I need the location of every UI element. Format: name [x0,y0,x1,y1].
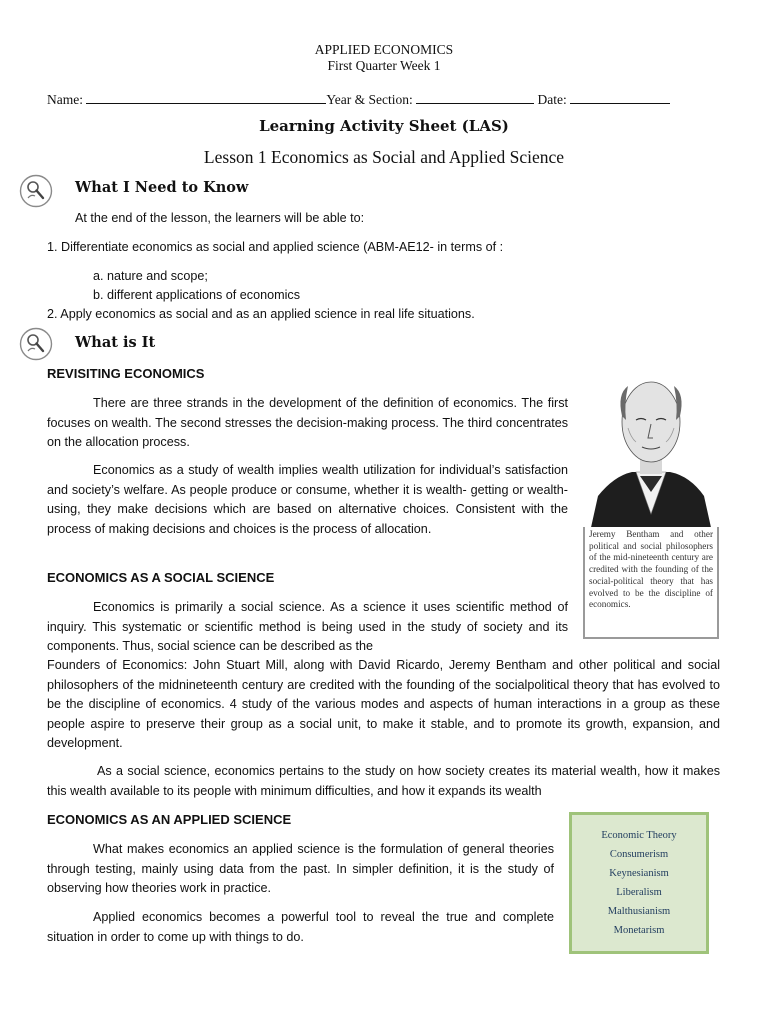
sheet-title: Learning Activity Sheet (LAS) [259,117,509,135]
theory-item: Liberalism [616,887,662,898]
what-is-it-heading: What is It [75,334,156,351]
revisiting-heading: REVISITING ECONOMICS [47,366,205,381]
magnifier-icon [19,327,53,361]
applied-science-paragraph-2: Applied economics becomes a powerful tool to reveal the true and complete situation in order to come up with things to do. [47,910,554,944]
revisiting-paragraph-2: Economics as a study of wealth implies wealth utilization for individual’s satisfaction and society’s welfare. As people produce or consume, whether it is wealth- getting or wealth-using, they make decisions which are based on alternative choices. Consistent with the process of making decisions and choices is the process of allocation. [47,463,568,536]
objective-1a: a. nature and scope; [93,269,208,283]
lesson-title: Lesson 1 Economics as Social and Applied Science [203,147,565,167]
applied-science-paragraph-1: What makes economics an applied science is the formulation of general theories through testing, mainly using data from the past. In simpler definition, it is the study of observing how theories work in practice. [47,842,554,895]
objective-2: 2. Apply economics as social and as an applied science in real life situations. [47,307,475,321]
theory-item: Malthusianism [607,906,671,917]
student-info-line [47,92,670,108]
year-section-field[interactable] [416,92,534,104]
social-science-heading: ECONOMICS AS A SOCIAL SCIENCE [47,570,275,585]
objective-1b: b. different applications of economics [93,288,300,302]
quarter-week: First Quarter Week 1 [327,58,441,73]
date-label: Date: [537,92,567,107]
magnifier-icon [19,174,53,208]
year-section-label: Year & Section: [326,92,413,107]
need-to-know-heading: What I Need to Know [75,179,249,196]
name-label: Name: [47,92,83,107]
theory-item: Monetarism [613,925,665,936]
portrait-image [584,364,718,532]
theory-item: Economic Theory [601,830,677,841]
applied-science-heading: ECONOMICS AS AN APPLIED SCIENCE [47,812,292,827]
theory-item: Keynesianism [609,868,669,879]
theory-item: Consumerism [609,849,669,860]
objective-1: 1. Differentiate economics as social and applied science (ABM-AE12- in terms of : [47,240,504,254]
revisiting-paragraph-1: There are three strands in the development of the definition of economics. The first focuses on wealth. The second stresses the decision-making process. The third concentrates on the allocation process. [47,396,568,449]
economic-theories-box [569,812,709,954]
date-field[interactable] [570,92,670,104]
objectives-intro: At the end of the lesson, the learners will be able to: [75,211,365,225]
social-science-paragraph-1-continued: Founders of Economics: John Stuart Mill, along with David Ricardo, Jeremy Bentham and other political and social philosophers of the midnineteenth century are credited with the founding of the socialpolitical theory that has evolved to be the discipline of economics. 4 study of the various modes and aspects of human interactions in a group as these people aspire to preserve their group as a social unit, to make it stable, and to promote its growth, expansion, and development. [47,658,720,750]
social-science-paragraph-1: Economics is primarily a social science. As a science it uses scientific method of inquiry. This systematic or scientific method is being used in the study of society and its components. Thus, social science can be described as the [47,600,568,653]
social-science-paragraph-2: As a social science, economics pertains to the study on how society creates its material wealth, how it makes this wealth available to its people with minimum difficulties, and how it expands its wealth [47,764,720,798]
course-title: APPLIED ECONOMICS [314,42,454,57]
portrait-caption: Jeremy Bentham and other political and social philosophers of the mid-nineteenth century are credited with the founding of the social-political theory that has evolved to be the discipline of economics. [583,527,719,639]
name-field[interactable] [86,92,326,104]
